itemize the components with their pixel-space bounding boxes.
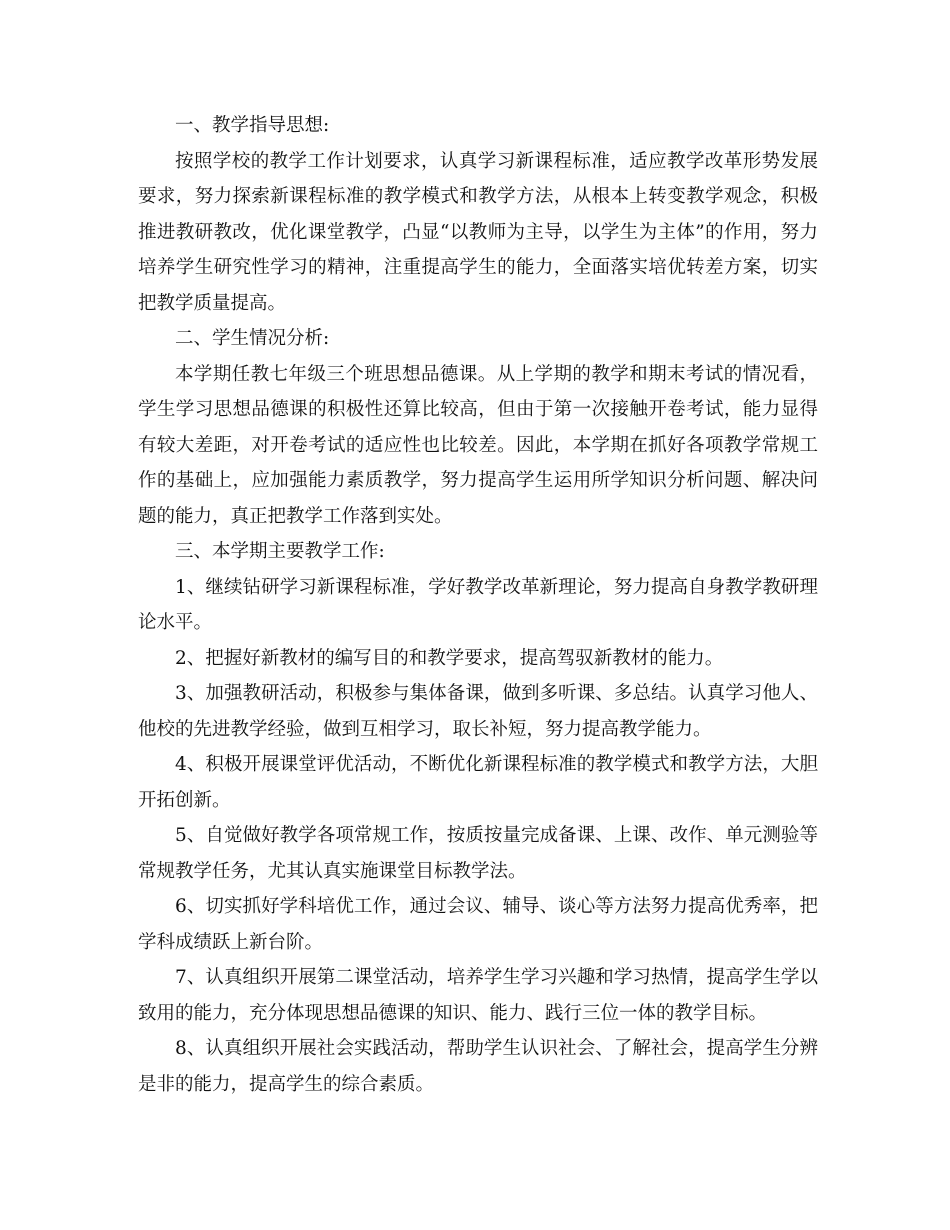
- list-item: 7、认真组织开展第二课堂活动，培养学生学习兴趣和学习热情，提高学生学以致用的能力，充分体现思想品德课的知识、能力、践行三位一体的教学目标。: [138, 967, 818, 1024]
- list-item: 3、加强教研活动，积极参与集体备课，做到多听课、多总结。认真学习他人、他校的先进教学经验，做到互相学习，取长补短，努力提高教学能力。: [138, 683, 818, 740]
- document-page: [138, 108, 818, 1102]
- section-heading-main-work: 三、本学期主要教学工作:: [175, 541, 385, 562]
- list-item: 8、认真组织开展社会实践活动，帮助学生认识社会、了解社会，提高学生分辨是非的能力，提高学生的综合素质。: [138, 1038, 818, 1095]
- list-item: 4、积极开展课堂评优活动，不断优化新课程标准的教学模式和教学方法，大胆开拓创新。: [138, 754, 818, 811]
- list-item: 2、把握好新教材的编写目的和教学要求，提高驾驭新教材的能力。: [175, 647, 724, 669]
- paragraph-student-analysis: 本学期任教七年级三个班思想品德课。从上学期的教学和期末考试的情况看，学生学习思想品德课的积极性还算比较高，但由于第一次接触开卷考试，能力显得有较大差距，对开卷考试的适应性也比较差。因此，本学期在抓好各项教学常规工作的基础上，应加强能力素质教学，努力提高学生运用所学知识分析问题、解决问题的能力，真正把教学工作落到实处。: [138, 363, 818, 527]
- list-item: 5、自觉做好教学各项常规工作，按质按量完成备课、上课、改作、单元测验等常规教学任务，尤其认真实施课堂目标教学法。: [138, 825, 818, 882]
- paragraph-guiding-thought: 按照学校的教学工作计划要求，认真学习新课程标准，适应教学改革形势发展要求，努力探索新课程标准的教学模式和教学方法，从根本上转变教学观念，积极推进教研教改，优化课堂教学，凸显“以教师为主导，以学生为主体”的作用，努力培养学生研究性学习的精神，注重提高学生的能力，全面落实培优转差方案，切实把教学质量提高。: [138, 150, 818, 314]
- section-heading-student-analysis: 二、学生情况分析:: [175, 328, 330, 349]
- list-item: 1、继续钻研学习新课程标准，学好教学改革新理论，努力提高自身教学教研理论水平。: [138, 576, 818, 633]
- list-item: 6、切实抓好学科培优工作，通过会议、辅导、谈心等方法努力提高优秀率，把学科成绩跃上新台阶。: [138, 896, 818, 953]
- section-heading-guiding-thought: 一、教学指导思想:: [175, 115, 330, 136]
